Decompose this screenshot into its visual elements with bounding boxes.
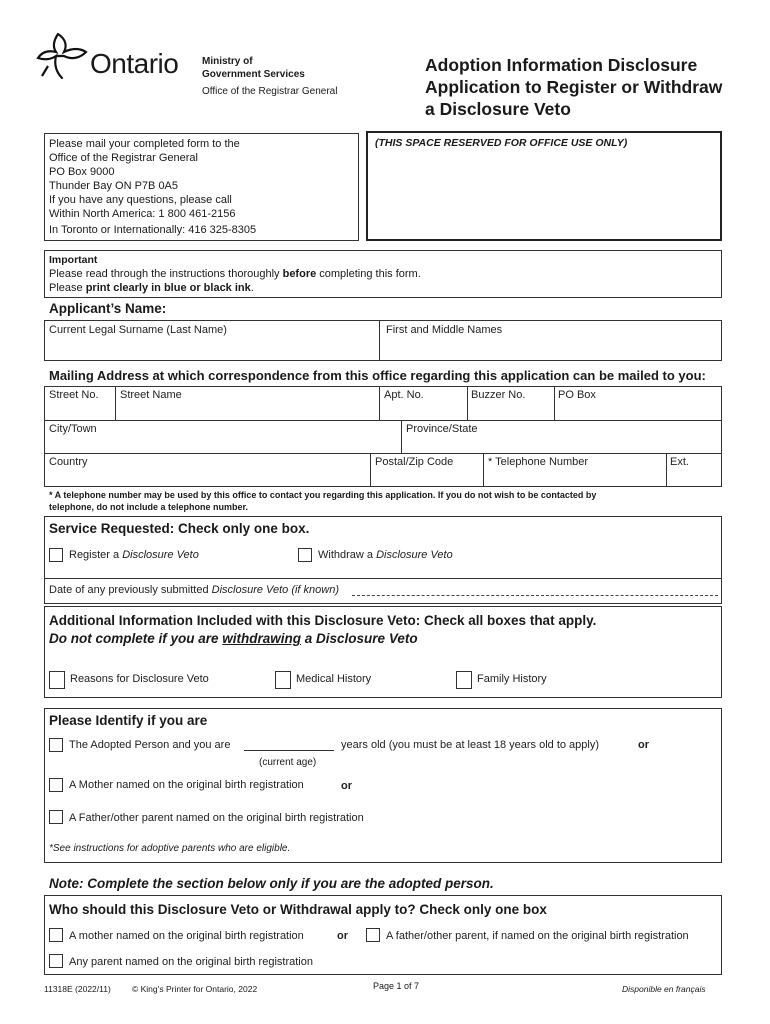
identify-heading: Please Identify if you are (49, 713, 208, 728)
who-any-label: Any parent named on the original birth registration (69, 956, 313, 968)
register-veto-checkbox[interactable] (49, 548, 63, 562)
surname-field[interactable]: Current Legal Surname (Last Name) (49, 324, 227, 336)
or-label: or (341, 780, 352, 792)
important-text: Important Please read through the instructions thoroughly before completing this form. Please print clearly in blue or black ink. (49, 254, 421, 294)
reasons-checkbox[interactable] (49, 671, 65, 689)
register-veto-label: Register a Disclosure Veto (69, 549, 199, 561)
service-heading: Service Requested: Check only one box. (49, 521, 310, 536)
who-heading: Who should this Disclosure Veto or Withdrawal apply to? Check only one box (49, 902, 547, 917)
age-requirement: years old (you must be at least 18 years old to apply) (341, 739, 600, 751)
family-label: Family History (477, 673, 547, 685)
who-mother-label: A mother named on the original birth registration (69, 930, 304, 942)
father-checkbox[interactable] (49, 810, 63, 824)
province-field[interactable]: Province/State (406, 423, 478, 435)
who-father-checkbox[interactable] (366, 928, 380, 942)
logo-wordmark: Ontario (90, 48, 179, 79)
buzzer-field[interactable]: Buzzer No. (471, 389, 526, 401)
family-checkbox[interactable] (456, 671, 472, 689)
age-input[interactable] (244, 750, 334, 751)
medical-label: Medical History (296, 673, 372, 685)
trillium-icon (34, 30, 90, 82)
medical-checkbox[interactable] (275, 671, 291, 689)
mother-checkbox[interactable] (49, 778, 63, 792)
reasons-label: Reasons for Disclosure Veto (70, 673, 209, 685)
postal-field[interactable]: Postal/Zip Code (375, 456, 454, 468)
additional-heading: Additional Information Included with this Disclosure Veto: Check all boxes that apply. (49, 613, 597, 628)
previous-veto-date-input[interactable] (352, 595, 718, 596)
who-any-checkbox[interactable] (49, 954, 63, 968)
telephone-field[interactable]: * Telephone Number (488, 456, 589, 468)
who-mother-checkbox[interactable] (49, 928, 63, 942)
mailing-heading: Mailing Address at which correspondence from this office regarding this application can be mailed to you: (49, 368, 706, 383)
copyright: © King’s Printer for Ontario, 2022 (132, 984, 258, 994)
country-field[interactable]: Country (49, 456, 88, 468)
po-box-field[interactable]: PO Box (558, 389, 596, 401)
office-use-label: (THIS SPACE RESERVED FOR OFFICE USE ONLY) (375, 137, 628, 149)
telephone-note: * A telephone number may be used by this office to contact you regarding this application. If you do not wish to be contacted by telephone, do not include a telephone number. (49, 490, 597, 512)
apt-no-field[interactable]: Apt. No. (384, 389, 424, 401)
who-father-label: A father/other parent, if named on the original birth registration (386, 930, 689, 942)
form-number: 11318E (2022/11) (44, 984, 111, 994)
mother-label: A Mother named on the original birth registration (69, 779, 304, 791)
street-name-field[interactable]: Street Name (120, 389, 182, 401)
street-no-field[interactable]: Street No. (49, 389, 99, 401)
adopted-person-checkbox[interactable] (49, 738, 63, 752)
previous-veto-date-label: Date of any previously submitted Disclosure Veto (if known) (49, 584, 339, 596)
city-field[interactable]: City/Town (49, 423, 97, 435)
ext-field[interactable]: Ext. (670, 456, 689, 468)
adopted-person-label: The Adopted Person and you are (69, 739, 231, 751)
french-availability: Disponible en français (622, 984, 706, 994)
page-number: Page 1 of 7 (373, 981, 420, 991)
page-title: Adoption Information Disclosure Application to Register or Withdraw a Disclosure Veto (425, 55, 723, 119)
adopted-person-note: Note: Complete the section below only if you are the adopted person. (49, 876, 494, 891)
applicant-heading: Applicant’s Name: (49, 301, 167, 316)
first-name-field[interactable]: First and Middle Names (386, 324, 503, 336)
additional-subheading: Do not complete if you are withdrawing a Disclosure Veto (49, 631, 418, 646)
father-label: A Father/other parent named on the original birth registration (69, 812, 364, 824)
mailing-instructions: Please mail your completed form to the Office of the Registrar General PO Box 9000 Thunder Bay ON P7B 0A5 If you have any questions, please call Within North America: 1 800 461-2156 In Toronto or Internationally: 416 325-8305 (49, 138, 257, 236)
or-label: or (638, 739, 649, 751)
address-table (44, 386, 722, 487)
withdraw-veto-checkbox[interactable] (298, 548, 312, 562)
withdraw-veto-label: Withdraw a Disclosure Veto (318, 549, 453, 561)
ontario-logo (34, 30, 194, 86)
adoptive-parents-note: *See instructions for adoptive parents who are eligible. (49, 843, 291, 854)
current-age-caption: (current age) (259, 757, 317, 768)
office-name: Office of the Registrar General (202, 86, 338, 97)
ministry-name: Ministry of Government Services (202, 56, 305, 80)
or-label: or (337, 930, 348, 942)
